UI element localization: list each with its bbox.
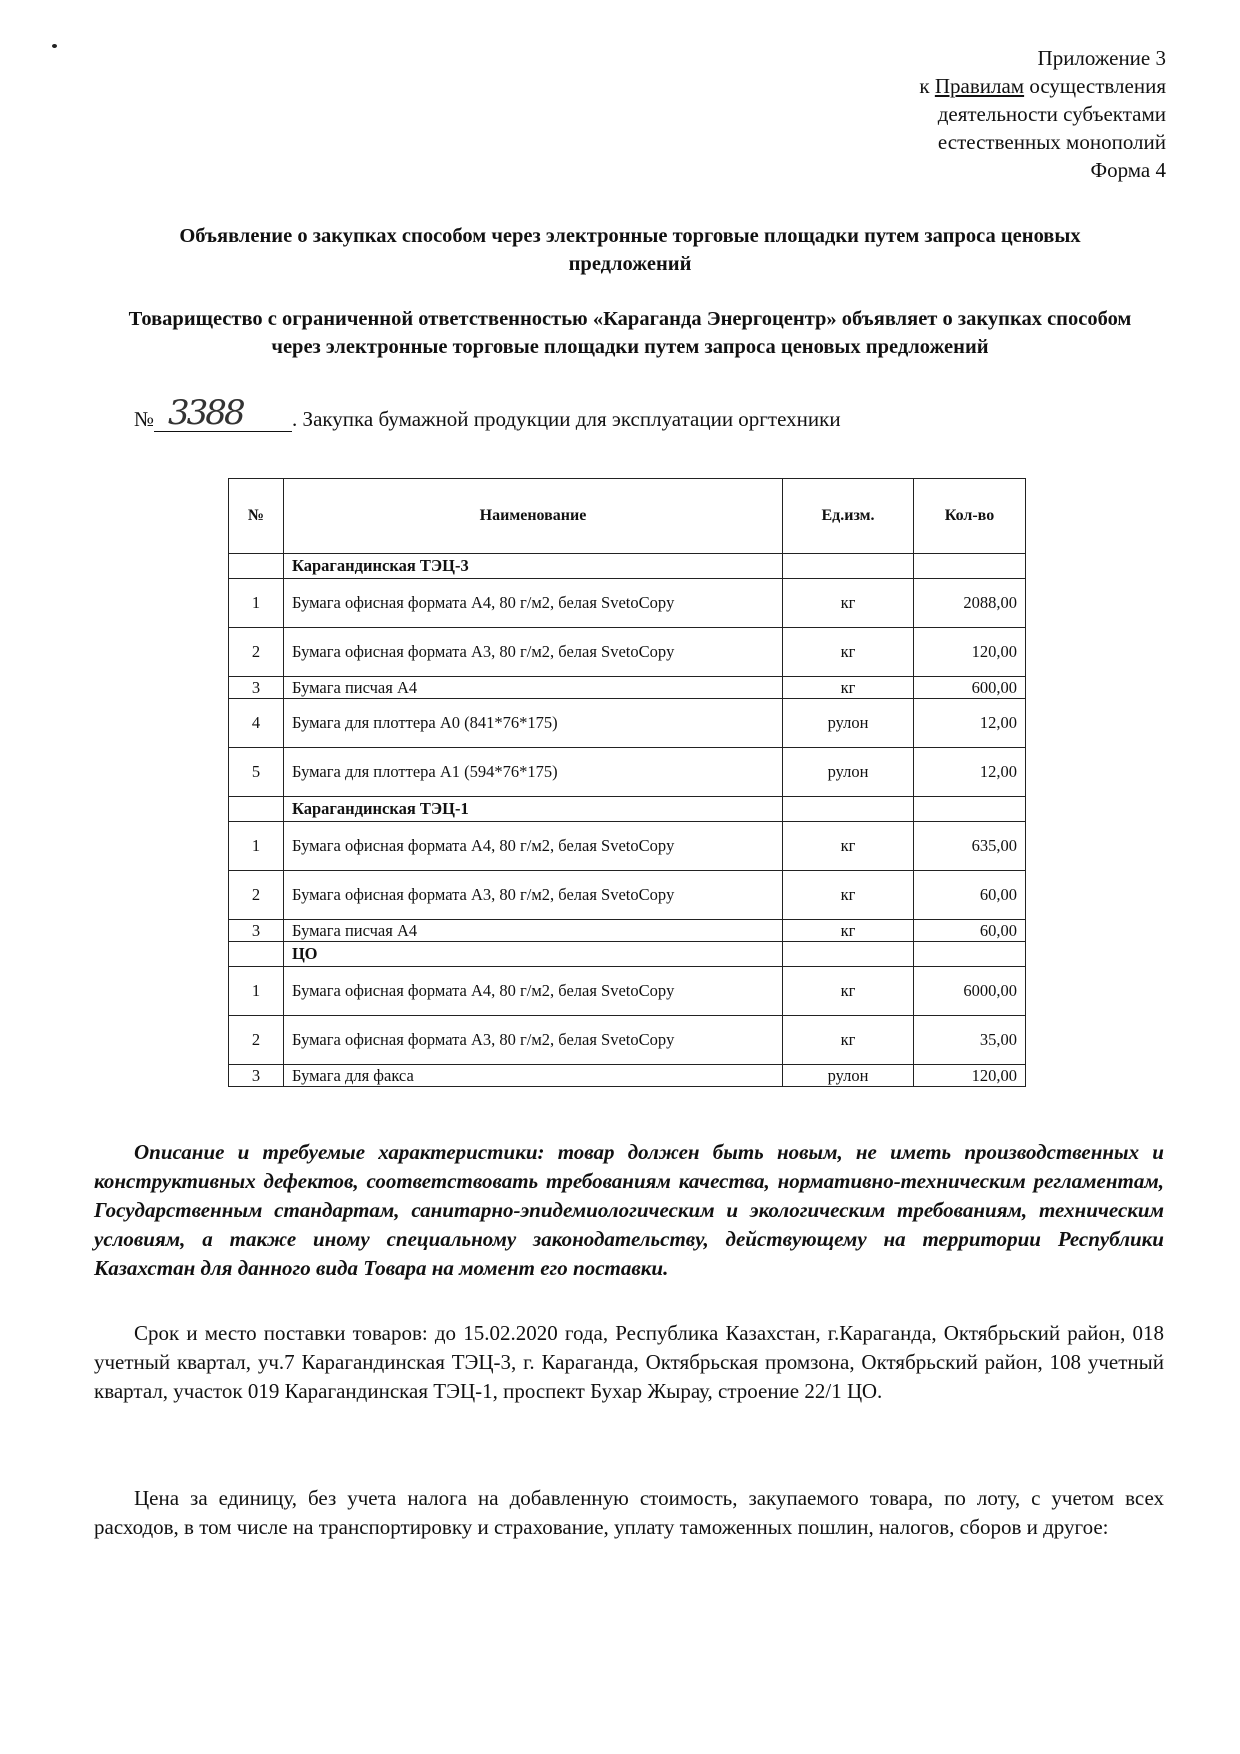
table-row	[229, 920, 1026, 942]
cell-qty: 35,00	[914, 1016, 1026, 1065]
group-row	[229, 554, 1026, 579]
items-table	[228, 478, 1026, 1087]
table-row	[229, 628, 1026, 677]
table-row	[229, 871, 1026, 920]
unit-price-terms: Цена за единицу, без учета налога на добавленную стоимость, закупаемого товара, по лоту, с учетом всех расходов, в том числе на транспортировку и страхование, уплату таможенных пошлин, налогов, сборов и другое:	[94, 1486, 1164, 1539]
cell-qty: 6000,00	[914, 967, 1026, 1016]
cell-unit: кг	[783, 579, 914, 628]
cell-number: 1	[229, 822, 284, 871]
cell-number: 5	[229, 748, 284, 797]
cell-name: Бумага для факса	[284, 1065, 783, 1087]
group-row	[229, 797, 1026, 822]
group-name: ЦО	[284, 942, 783, 967]
cell-qty: 2088,00	[914, 579, 1026, 628]
lot-line	[134, 393, 841, 433]
cell-name: Бумага офисная формата А4, 80 г/м2, белая SvetoCopy	[284, 579, 783, 628]
cell-unit: рулон	[783, 748, 914, 797]
cell-name: Бумага для плоттера А0 (841*76*175)	[284, 699, 783, 748]
lot-title: . Закупка бумажной продукции для эксплуатации оргтехники	[292, 407, 841, 431]
table-row	[229, 1065, 1026, 1087]
cell-unit: кг	[783, 628, 914, 677]
announcement-title: Объявление о закупках способом через электронные торговые площадки путем запроса ценовых предложений	[179, 225, 1081, 275]
group-name: Карагандинская ТЭЦ-3	[284, 554, 783, 579]
cell-qty: 120,00	[914, 1065, 1026, 1087]
delivery-terms: Срок и место поставки товаров: до 15.02.2020 года, Республика Казахстан, г.Караганда, Октябрьский район, 018 учетный квартал, уч.7 Карагандинская ТЭЦ-3, г. Караганда, Октябрьская промзона, Октябрьский район, 108 учетный квартал, участок 019 Карагандинская ТЭЦ-1, проспект Бухар Жырау, строение 22/1 ЦО.	[94, 1321, 1164, 1403]
cell-name: Бумага офисная формата А4, 80 г/м2, белая SvetoCopy	[284, 822, 783, 871]
table-header-row	[229, 479, 1026, 554]
cell-number: 2	[229, 628, 284, 677]
cell-name: Бумага писчая А4	[284, 677, 783, 699]
cell-name: Бумага офисная формата А3, 80 г/м2, белая SvetoCopy	[284, 628, 783, 677]
cell-unit: кг	[783, 967, 914, 1016]
cell-number: 1	[229, 967, 284, 1016]
cell-number: 3	[229, 1065, 284, 1087]
cell-qty: 12,00	[914, 699, 1026, 748]
table-row	[229, 579, 1026, 628]
rules-link[interactable]: Правилам	[934, 74, 1025, 98]
table-row	[229, 1016, 1026, 1065]
number-sign: №	[134, 407, 155, 431]
cell-qty: 120,00	[914, 628, 1026, 677]
appendix-line	[566, 72, 1166, 100]
scan-speck	[52, 44, 57, 48]
cell-name: Бумага офисная формата А3, 80 г/м2, белая SvetoCopy	[284, 1016, 783, 1065]
cell-qty: 600,00	[914, 677, 1026, 699]
cell-name: Бумага офисная формата А4, 80 г/м2, белая SvetoCopy	[284, 967, 783, 1016]
cell-qty: 60,00	[914, 871, 1026, 920]
group-row	[229, 942, 1026, 967]
cell-number: 4	[229, 699, 284, 748]
cell-name: Бумага офисная формата А3, 80 г/м2, белая SvetoCopy	[284, 871, 783, 920]
requirements-description: Описание и требуемые характеристики: товар должен быть новым, не иметь производственных и конструктивных дефектов, соответствовать требованиям качества, нормативно-техническим регламентам, Государственным стандартам, санитарно-эпидемиологическим и экологическим требованиям, техническим условиям, а также иному специальному законодательству, действующему на территории Республики Казахстан для данного вида Товара на момент его поставки.	[94, 1140, 1164, 1280]
col-header-qty: Кол-во	[914, 479, 1026, 554]
table-row	[229, 677, 1026, 699]
table-row	[229, 822, 1026, 871]
lot-number-handwritten: 3388	[168, 393, 243, 433]
appendix-line: деятельности субъектами	[937, 102, 1166, 126]
form-number: Форма 4	[1090, 158, 1166, 182]
lot-number-field	[154, 393, 292, 433]
cell-qty: 60,00	[914, 920, 1026, 942]
cell-unit: кг	[783, 1016, 914, 1065]
cell-unit: кг	[783, 871, 914, 920]
table-row	[229, 699, 1026, 748]
col-header-unit: Ед.изм.	[783, 479, 914, 554]
cell-number: 2	[229, 871, 284, 920]
company-announcement: Товарищество с ограниченной ответственностью «Караганда Энергоцентр» объявляет о закупках способом через электронные торговые площадки путем запроса ценовых предложений	[128, 308, 1132, 358]
appendix-header	[566, 44, 1166, 184]
cell-unit: рулон	[783, 1065, 914, 1087]
cell-number: 2	[229, 1016, 284, 1065]
cell-unit: кг	[783, 677, 914, 699]
cell-name: Бумага писчая А4	[284, 920, 783, 942]
cell-unit: кг	[783, 822, 914, 871]
table-row	[229, 748, 1026, 797]
cell-number: 3	[229, 920, 284, 942]
cell-qty: 635,00	[914, 822, 1026, 871]
appendix-line: естественных монополий	[937, 130, 1166, 154]
appendix-suffix: осуществления	[1024, 74, 1166, 98]
cell-qty: 12,00	[914, 748, 1026, 797]
appendix-line: Приложение 3	[1037, 46, 1166, 70]
table-row	[229, 967, 1026, 1016]
col-header-name: Наименование	[284, 479, 783, 554]
appendix-prefix: к	[919, 74, 935, 98]
cell-name: Бумага для плоттера А1 (594*76*175)	[284, 748, 783, 797]
cell-unit: рулон	[783, 699, 914, 748]
cell-number: 1	[229, 579, 284, 628]
cell-unit: кг	[783, 920, 914, 942]
group-name: Карагандинская ТЭЦ-1	[284, 797, 783, 822]
col-header-number: №	[229, 479, 284, 554]
cell-number: 3	[229, 677, 284, 699]
